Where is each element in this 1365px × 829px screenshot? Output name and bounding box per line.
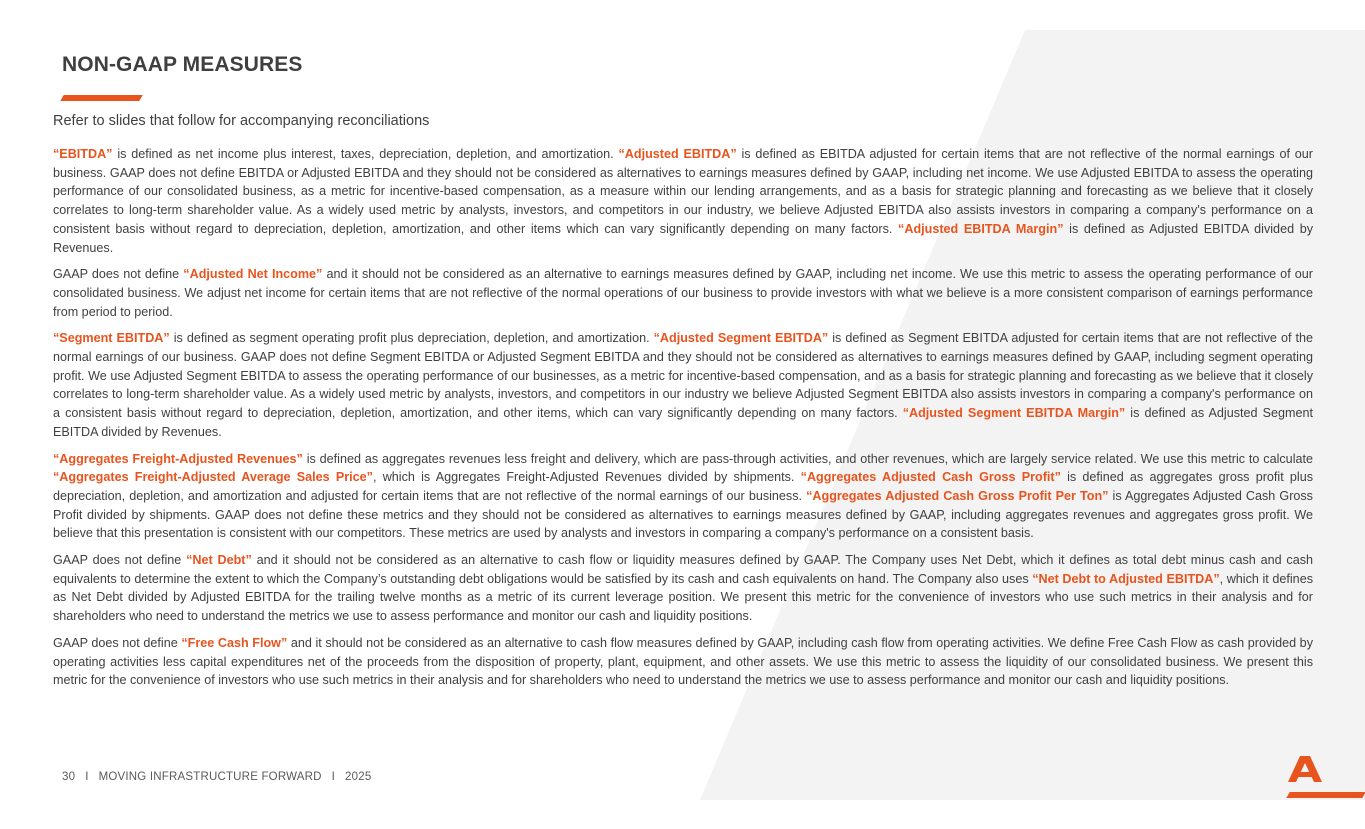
paragraph-text: is defined as EBITDA adjusted for certain items that are not reflective of the normal earnings of our business. GAAP does not define EBITDA or Adjusted EBITDA and they should not be considered as alternatives to earnings measures defined by GAAP, including net income. We use Adjusted EBITDA to assess the operating performance of our consolidated business, as a metric for incentive-based compensation, as a measure within our lending arrangements, and as a basis for strategic planning and forecasting as we believe that it closely correlates to long-term shareholder value. As a widely used metric by analysts, investors, and competitors in our industry, we believe Adjusted EBITDA also assists investors in comparing a company's performance on a consistent basis without regard to depreciation, depletion, amortization, and other items which can vary significantly depending on many factors.: [53, 147, 1314, 236]
definition-paragraph: [53, 634, 1313, 690]
defined-term: “Aggregates Freight-Adjusted Revenues”: [53, 451, 303, 466]
defined-term: “Adjusted Segment EBITDA Margin”: [902, 406, 1126, 421]
paragraph-text: is defined as net income plus interest, taxes, depreciation, depletion, and amortization.: [112, 147, 619, 161]
paragraph-text: , which it defines as Net Debt divided by Adjusted EBITDA for the trailing twelve months as a metric of its current leverage position. We present this metric for the convenience of investors who use such metrics in their analysis and for shareholders who need to understand the metrics we use to assess performance and monitor our cash and liquidity positions.: [53, 571, 1313, 624]
paragraph-text: and it should not be considered as an alternative to earnings measures defined by GAAP, including net income. We use this metric to assess the operating performance of our consolidated business. We adjust net income for certain items that are not reflective of the normal operations of our business to provide investors with what we believe is a more consistent comparison of earnings performance from period to period.: [53, 267, 1313, 319]
page-title: NON-GAAP MEASURES: [62, 53, 303, 76]
footer-separator: I: [85, 771, 89, 783]
definition-paragraph: [53, 551, 1313, 626]
footer: [62, 771, 371, 783]
definition-paragraph: [53, 329, 1313, 441]
defined-term: “Adjusted Segment EBITDA”: [653, 331, 829, 346]
page-number: 30: [62, 771, 76, 783]
paragraph-text: GAAP does not define: [53, 553, 187, 568]
paragraph-text: and it should not be considered as an alternative to cash flow or liquidity measures defined by GAAP. The Company uses Net Debt, which it defines as total debt minus cash and cash equivalents to determine the extent to which the Company’s outstanding debt obligations would be satisfied by its cash and cash equivalents on hand. The Company also uses: [53, 553, 1314, 586]
defined-term: “Adjusted EBITDA Margin”: [898, 221, 1064, 236]
paragraph-text: and it should not be considered as an alternative to cash flow measures defined by GAAP, including cash flow from operating activities. We define Free Cash Flow as cash provided by operating activities less capital expenditures net of the proceeds from the disposition of property, plant, equipment, and other assets. We use this metric to assess the liquidity of our consolidated business. We present this metric for the convenience of investors who use such metrics in their analysis and for shareholders who need to understand the metrics we use to assess performance and monitor our cash and liquidity positions.: [53, 635, 1313, 688]
defined-term: “Segment EBITDA”: [53, 331, 170, 346]
paragraph-text: is defined as Adjusted Segment EBITDA divided by Revenues.: [53, 406, 1313, 439]
paragraph-text: GAAP does not define: [53, 635, 182, 650]
title-accent-bar: [60, 95, 142, 101]
footer-tagline: MOVING INFRASTRUCTURE FORWARD: [98, 771, 322, 783]
company-a-logo-icon: [1288, 756, 1322, 782]
page-subtitle: Refer to slides that follow for accompanying reconciliations: [53, 113, 430, 129]
paragraph-text: is defined as aggregates gross profit plus depreciation, depletion, and amortization and adjusted for certain items that are not reflective of the normal earnings of our business.: [53, 470, 1314, 503]
paragraph-text: is defined as Adjusted EBITDA divided by Revenues.: [53, 221, 1314, 255]
defined-term: “EBITDA”: [53, 147, 113, 161]
paragraph-text: is defined as aggregates revenues less freight and delivery, which are pass-through activities, and other revenues, which are largely service related. We use this metric to calculate: [302, 451, 1313, 466]
defined-term: “Adjusted Net Income”: [183, 267, 323, 282]
defined-term: “Net Debt to Adjusted EBITDA”: [1032, 571, 1220, 586]
defined-term: “Adjusted EBITDA”: [618, 147, 737, 161]
defined-term: “Net Debt”: [186, 553, 252, 568]
defined-term: “Aggregates Adjusted Cash Gross Profit Per Ton”: [806, 488, 1109, 503]
definition-paragraph: [53, 145, 1313, 257]
definition-paragraph: [53, 450, 1313, 544]
footer-separator: I: [331, 771, 336, 783]
footer-year: 2025: [345, 771, 372, 783]
definition-paragraph: [53, 265, 1313, 321]
definitions-body: [53, 145, 1313, 698]
defined-term: “Free Cash Flow”: [181, 635, 288, 650]
logo-accent-bar: [1286, 792, 1365, 798]
paragraph-text: is Aggregates Adjusted Cash Gross Profit divided by shipments. GAAP does not define these metrics and they should not be considered as alternatives to earnings measures defined by GAAP, including aggregates revenues and aggregates gross profit. We believe that this presentation is consistent with our competitors. These metrics are used by analysts and investors in comparing a company's performance on a consistent basis.: [53, 488, 1313, 541]
paragraph-text: GAAP does not define: [53, 267, 184, 282]
defined-term: “Aggregates Freight-Adjusted Average Sales Price”: [53, 470, 373, 485]
paragraph-text: , which is Aggregates Freight-Adjusted Revenues divided by shipments.: [372, 470, 801, 485]
defined-term: “Aggregates Adjusted Cash Gross Profit”: [800, 470, 1061, 485]
paragraph-text: is defined as segment operating profit plus depreciation, depletion, and amortization.: [169, 331, 654, 346]
paragraph-text: is defined as Segment EBITDA adjusted for certain items that are not reflective of the normal earnings of our business. GAAP does not define Segment EBITDA or Adjusted Segment EBITDA and they should not be considered as alternatives to earnings measures defined by GAAP, including segment operating profit. We use Adjusted Segment EBITDA to assess the operating performance of our businesses, as a metric for incentive-based compensation, and as a basis for strategic planning and forecasting as we believe that it closely correlates to long-term shareholder value. As a widely used metric by analysts, investors, and competitors in our industry we believe Adjusted Segment EBITDA also assists investors in comparing a company's performance on a consistent basis without regard to depreciation, depletion, amortization, and other items, which can vary significantly depending on many factors.: [53, 331, 1313, 421]
